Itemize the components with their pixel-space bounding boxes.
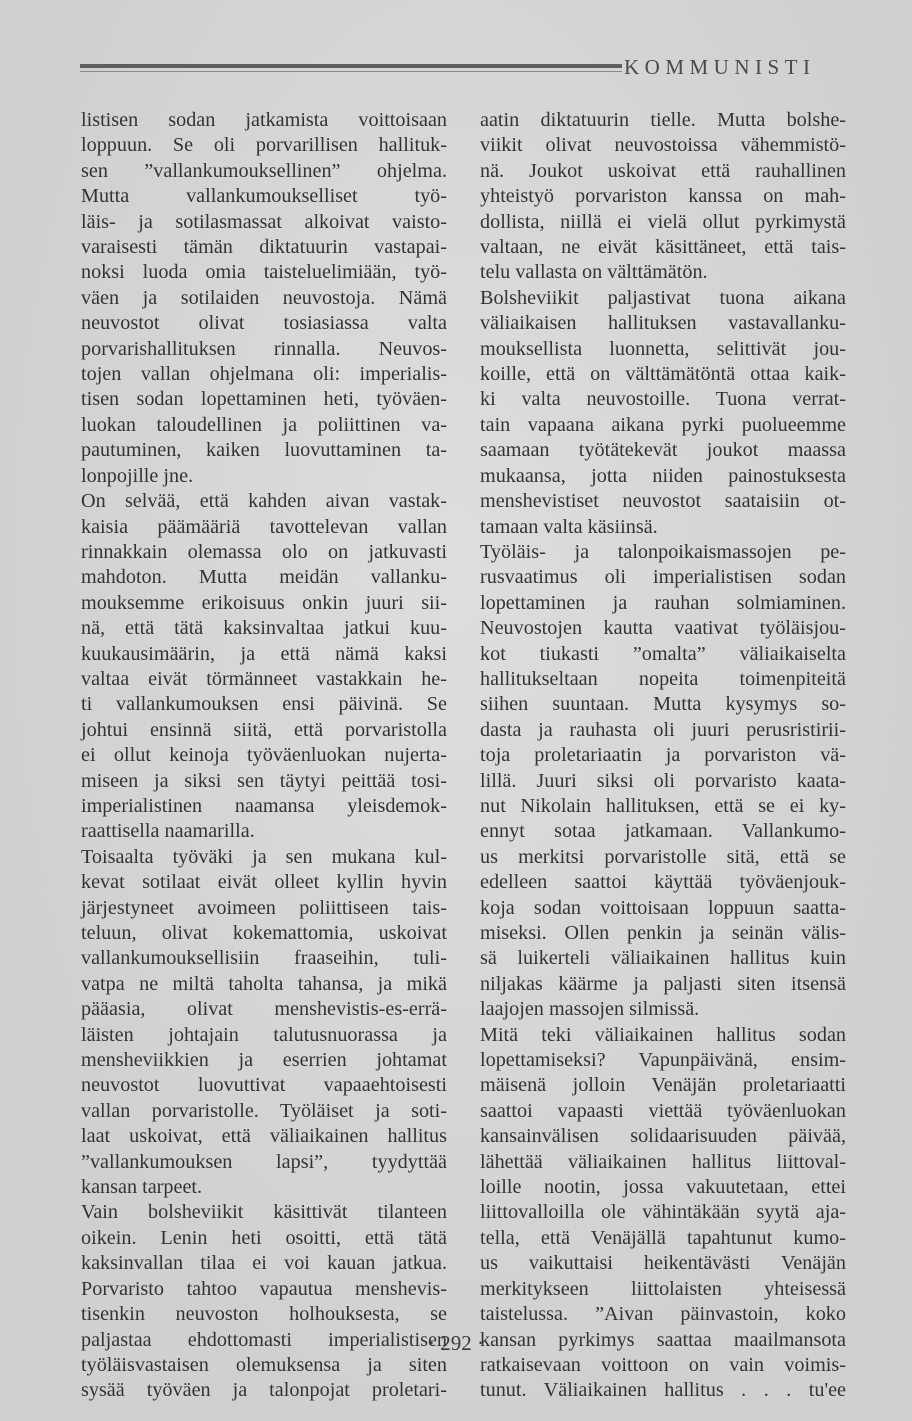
- text-line: työläisvastaisen olemuksensa ja siten: [81, 1353, 447, 1376]
- text-line: kuukausimäärin, ja että nämä kaksi: [81, 642, 447, 665]
- text-line: nä, että tätä kaksinvaltaa jatkui kuu-: [81, 617, 447, 640]
- text-line: vallan porvaristolle. Työläiset ja soti-: [81, 1099, 447, 1122]
- text-line: Bolsheviikit paljastivat tuona aikana: [480, 286, 846, 309]
- header-rule: [80, 64, 622, 76]
- text-line: On selvää, että kahden aivan vastak-: [81, 490, 447, 513]
- text-line: merkitykseen liittolaisten yhteisessä: [480, 1277, 846, 1300]
- text-line: koja sodan voittoisaan loppuun saatta-: [480, 896, 846, 919]
- text-line: ti vallankumouksen ensi päivinä. Se: [81, 693, 447, 716]
- text-line: sä luikerteli väliaikainen hallitus kuin: [480, 947, 846, 970]
- text-line: tunut. Väliaikainen hallitus . . . tu'ee: [480, 1379, 846, 1402]
- text-line: Mitä teki väliaikainen hallitus sodan: [480, 1023, 846, 1046]
- text-line: siihen suuntaan. Mutta kysymys so-: [480, 693, 846, 716]
- text-line: pautuminen, kaiken luovuttaminen ta-: [81, 439, 447, 462]
- text-line: kansan pyrkimys saattaa maailmansota: [480, 1328, 846, 1351]
- text-line: johtui ensinnä siitä, että porvaristolla: [81, 718, 447, 741]
- text-line: nä. Joukot uskoivat että rauhallinen: [480, 159, 846, 182]
- text-line: vallankumouksellisiin fraaseihin, tuli-: [81, 947, 447, 970]
- text-line: ei ollut keinoja työväenluokan nujerta-: [81, 744, 447, 767]
- journal-title: KOMMUNISTI: [624, 55, 816, 79]
- text-line: loppuun. Se oli porvarillisen hallituk-: [81, 134, 447, 157]
- text-line: tisenkin neuvoston holhouksesta, se: [81, 1303, 447, 1326]
- text-line: saattoi vapaasti viettää työväenluokan: [480, 1099, 846, 1122]
- text-line: loille nootin, jossa vakuutetaan, ettei: [480, 1176, 846, 1199]
- text-line: lillä. Juuri siksi oli porvaristo kaata-: [480, 769, 846, 792]
- text-line: noksi luoda omia taisteluelimiään, työ-: [81, 261, 447, 284]
- text-line: miseksi. Ollen penkin ja seinän välis-: [480, 922, 846, 944]
- text-line: menshevistiset neuvostot saataisiin ot-: [480, 490, 846, 513]
- text-line: porvarishallituksen rinnalla. Neuvos-: [81, 337, 447, 360]
- text-line: us merkitsi porvaristolle sitä, että se: [480, 845, 846, 868]
- text-line: rusvaatimus oli imperialistisen sodan: [480, 566, 846, 589]
- text-line: kansan tarpeet.: [81, 1176, 203, 1199]
- text-line: telu vallasta on välttämätön.: [480, 261, 708, 284]
- text-line: rinnakkain olemassa olo on jatkuvasti: [81, 540, 447, 563]
- text-line: valtaa eivät törmänneet vastakkain he-: [81, 667, 447, 690]
- text-line: paljastaa ehdottomasti imperialistisen: [81, 1328, 447, 1351]
- text-line: us vaikuttaisi heikentävästi Venäjän: [480, 1252, 846, 1275]
- text-line: luokan taloudellinen ja poliittinen va-: [81, 413, 447, 436]
- text-line: neuvostot luovuttivat vapaaehtoisesti: [81, 1074, 447, 1097]
- text-line: järjestyneet avoimeen poliittiseen tais-: [81, 896, 447, 919]
- text-line: saamaan työtätekevät joukot maassa: [480, 439, 846, 462]
- text-line: lonpojille jne.: [81, 464, 194, 487]
- text-line: mahdoton. Mutta meidän vallanku-: [81, 566, 447, 589]
- text-line: listisen sodan jatkamista voittoisaan: [81, 109, 447, 131]
- text-line: lopettamiseksi? Vapunpäivänä, ensim-: [480, 1049, 846, 1072]
- header-rule-thick-line: [80, 64, 622, 68]
- text-line: Porvaristo tahtoo vapautua menshevis-: [81, 1277, 447, 1300]
- text-line: toja proletariaatin ja porvariston vä-: [480, 744, 846, 767]
- text-line: kevat sotilaat eivät olleet kyllin hyvin: [81, 871, 447, 894]
- text-line: yhteistyö porvariston kanssa on mah-: [480, 185, 846, 208]
- text-line: dollista, niillä ei vielä ollut pyrkimystä: [480, 210, 846, 233]
- text-line: tojen vallan ohjelmana oli: imperialis-: [81, 363, 447, 386]
- text-line: taistelussa. ”Aivan päinvastoin, koko: [480, 1303, 846, 1326]
- text-line: vatpa ne miltä taholta tahansa, ja mikä: [81, 972, 447, 995]
- text-line: ratkaisevaan voittoon on vain voimis-: [480, 1353, 846, 1376]
- text-line: Mutta vallankumoukselliset työ-: [81, 185, 447, 208]
- text-line: tella, että Venäjällä tapahtunut kumo-: [480, 1226, 846, 1249]
- text-line: ”vallankumouksen lapsi”, tyydyttää: [81, 1150, 447, 1173]
- text-line: tamaan valta käsiinsä.: [480, 515, 658, 538]
- text-line: oikein. Lenin heti osoitti, että tätä: [81, 1226, 447, 1249]
- text-line: valtaan, ne eivät käsittäneet, että tais-: [480, 236, 846, 259]
- text-line: sysää työväen ja talonpojat proletari-: [81, 1379, 447, 1402]
- text-line: imperialistinen naamansa yleisdemok-: [81, 794, 447, 817]
- text-line: kaksinvallan tilaa ei voi kauan jatkua.: [81, 1252, 447, 1275]
- text-line: lähettää väliaikainen hallitus liittoval-: [480, 1150, 846, 1173]
- page-number: · 292 ·: [428, 1331, 484, 1355]
- text-line: niljakas käärme ja paljasti siten itsensä: [480, 972, 846, 995]
- text-line: miseen ja siksi sen täytyi peittää tosi-: [81, 769, 447, 792]
- text-line: varaisesti tämän diktatuurin vastapai-: [81, 236, 447, 259]
- text-line: neuvostot olivat tosiasiassa valta: [81, 312, 447, 335]
- text-line: mouksellista luonnetta, selittivät jou-: [480, 337, 846, 360]
- text-line: väen ja sotilaiden neuvostoja. Nämä: [81, 286, 447, 309]
- text-line: koille, että on välttämätöntä ottaa kaik-: [480, 363, 846, 386]
- text-line: kot tiukasti ”omalta” väliaikaiselta: [480, 642, 846, 665]
- text-line: läis- ja sotilasmassat alkoivat vaisto-: [81, 210, 447, 233]
- text-line: pääasia, olivat menshevistis-es-errä-: [81, 998, 447, 1021]
- text-line: Toisaalta työväki ja sen mukana kul-: [81, 845, 447, 868]
- left-column: [81, 108, 447, 1404]
- text-line: laajojen massojen silmissä.: [480, 998, 700, 1021]
- text-line: mensheviikkien ja eserrien johtamat: [81, 1049, 447, 1072]
- text-line: edelleen saattoi käyttää työväenjouk-: [480, 871, 846, 894]
- text-line: liittovalloilla ole vähintäkään syytä aja-: [480, 1201, 846, 1224]
- text-line: läisten johtajain talutusnuorassa ja: [81, 1023, 447, 1046]
- text-line: väliaikaisen hallituksen vastavallanku-: [480, 312, 846, 335]
- text-line: viikit olivat neuvostoissa vähemmistö-: [480, 134, 846, 157]
- text-line: laat uskoivat, että väliaikainen hallitus: [81, 1125, 447, 1148]
- text-line: ki valta neuvostoille. Tuona verrat-: [480, 388, 846, 411]
- text-line: sen ”vallankumouksellinen” ohjelma.: [81, 159, 447, 182]
- text-line: kaisia päämääriä tavottelevan vallan: [81, 515, 447, 538]
- text-line: kansainvälisen solidaarisuuden päivää,: [480, 1125, 846, 1148]
- text-line: aatin diktatuurin tielle. Mutta bolshe-: [480, 109, 846, 131]
- text-line: hallitukseltaan nopeita toimenpiteitä: [480, 667, 846, 690]
- header-rule-thin-line: [80, 71, 622, 72]
- text-line: Neuvostojen kautta vaativat työläisjou-: [480, 617, 846, 640]
- text-line: mukaansa, jotta niiden painostuksesta: [480, 464, 846, 487]
- text-line: mouksemme erikoisuus onkin juuri sii-: [81, 591, 447, 614]
- text-line: tain vapaana aikana pyrki puolueemme: [480, 413, 846, 436]
- text-line: Työläis- ja talonpoikaismassojen pe-: [480, 540, 846, 563]
- text-line: mäisenä jolloin Venäjän proletariaatti: [480, 1074, 846, 1097]
- text-line: nut Nikolain hallituksen, että se ei ky-: [480, 794, 846, 817]
- text-line: tisen sodan lopettaminen heti, työväen-: [81, 388, 447, 411]
- text-line: Vain bolsheviikit käsittivät tilanteen: [81, 1201, 447, 1224]
- text-line: teluun, olivat kokemattomia, uskoivat: [81, 922, 447, 944]
- right-column: [480, 108, 846, 1404]
- text-line: ennyt sotaa jatkamaan. Vallankumo-: [480, 820, 846, 843]
- text-line: lopettaminen ja rauhan solmiaminen.: [480, 591, 846, 614]
- text-line: raattisella naamarilla.: [81, 820, 255, 843]
- text-line: dasta ja rauhasta oli juuri perusristirii-: [480, 718, 846, 741]
